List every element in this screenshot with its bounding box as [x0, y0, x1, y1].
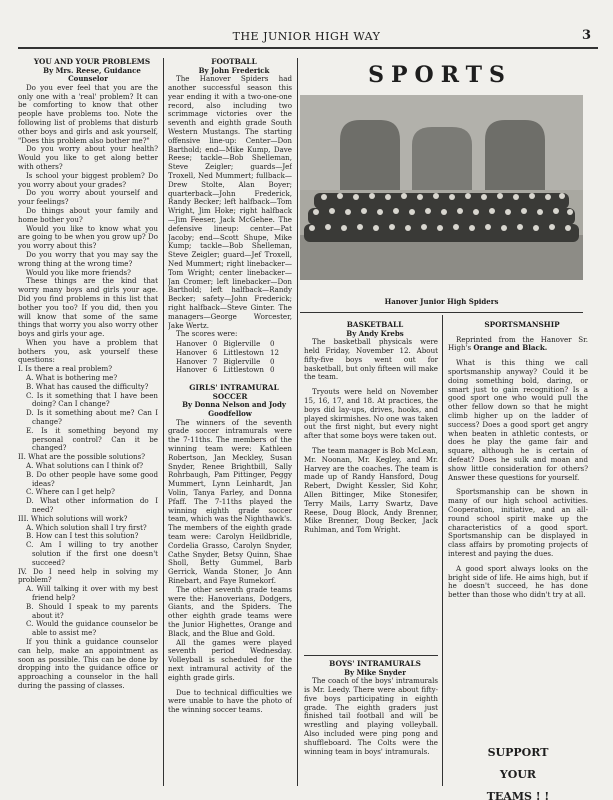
sportsmanship-reprint: Reprinted from the Hanover Sr. High's Orange and Black. — [448, 334, 588, 353]
sportsmanship-paragraph: What is this thing we call sportsmanship anyway? Could it be doing something bold, daring, or smart just to gain recognition? Is a good sport one who would pull the other fellow down so that he might climb higher up on the ladder of success? Does a good sport get angry when beaten in athletic contests, or does he play the game fair and square, although he is certain of defeat? Does he sulk and moan and show little consideration for others? Answer these questions for yourself. — [448, 358, 588, 482]
sportsmanship-paragraph: A good sport always looks on the bright side of life. He aims high, but if he doesn't succeed, he has done better than those who didn't try at all. — [448, 563, 588, 600]
basketball-title: BASKETBALL — [346, 321, 404, 329]
intramurals-byline: By Mike Snyder — [344, 667, 406, 677]
column-divider-2 — [297, 58, 298, 786]
soccer-paragraph: The winners of the seventh grade soccer intramurals were the 7-11ths. The members of the winning team were: Kathleen Robertson, Jan Meckley, Susan Snyder, Renee Brightbill, Sally Rohrbaugh, Pam Pittinger, Peggy Mummert, Lynn Leinhardt, Jan Volin, Tanya Farley, and Donna Pfaff. The 7-11ths played the winning eighth grade soccer team, which was the Nighthawk's. The members of the eighth grade team were: Carolyn Heildbridle, Cordelia Grasso, Carolyn Snyder, Cathe Snyder, Betsy Quinn, Shae Sholl, Betty Gummel, Barb Gerrick, Wanda Stoner, Jo Ann Rinebart, and Faye Rumekorf. — [168, 417, 292, 585]
outline-item: II. What are the possible solutions? — [18, 452, 146, 462]
guidance-paragraph: These things are the kind that worry many boys and girls your age. Did you find problems in this list that bother you too? If you did, then you will know that some of the same things that worry you also worry other boys and girls your age. — [18, 276, 158, 339]
soccer-byline: By Donna Nelson and Jody Goodfellow — [182, 400, 286, 419]
outline-item: B. Do other people have some good ideas? — [26, 469, 158, 488]
page-number: 3 — [581, 28, 591, 43]
outline-item: A. What is bothering me? — [26, 373, 118, 383]
publication-title: THE JUNIOR HIGH WAY — [232, 30, 381, 43]
guidance-paragraph: Would you like to know what you are going to be when you grow up? Do you worry about this? — [18, 223, 158, 251]
outline-item: C. Am I willing to try another solution if the first one doesn't succeed? — [26, 540, 158, 567]
soccer-title: GIRLS' INTRAMURAL SOCCER — [189, 383, 279, 401]
outline-item: C. Where can I get help? — [26, 487, 115, 497]
basketball-paragraph: The basketball physicals were held Friday, November 12. About fifty-five boys went out for basketball, but only fifteen will make the team. — [304, 337, 438, 382]
score-row: Hanover 6 Littlestown 12 — [176, 347, 279, 357]
header-rule — [18, 47, 598, 49]
guidance-article — [18, 58, 158, 788]
column-divider-1 — [163, 58, 164, 786]
football-byline: By John Frederick — [198, 65, 270, 75]
outline-item: A. Will talking it over with my best friend help? — [26, 584, 158, 602]
sports-section-rule — [300, 312, 583, 313]
guidance-paragraph: When you have a problem that bothers you, ask yourself these questions: — [18, 337, 158, 365]
intramurals-article — [304, 660, 438, 788]
outline-item: B. What has caused the difficulty? — [26, 381, 149, 391]
outline-item: B. How can I test this solution? — [26, 531, 139, 541]
guidance-paragraph: Do you ever feel that you are the only one with a 'real' problem? It can be comforting to know that other people have problems too. Note the following list of problems that disturb other boys and girls and ask yourself, "Does this problem also bother me?" — [18, 82, 158, 145]
outline-item: E. Is it something beyond my personal control? Can it be changed? — [26, 425, 158, 453]
guidance-paragraph: Do you worry about yourself and your feelings? — [18, 188, 158, 207]
outline-item: C. Is it something that I have been doing? Can I change? — [26, 390, 158, 409]
football-article — [168, 58, 292, 788]
outline-item: IV. Do I need help in solving my problem? — [18, 566, 158, 585]
column-divider-3 — [442, 315, 443, 786]
guidance-title: YOU AND YOUR PROBLEMS — [33, 58, 151, 66]
support-line: TEAMS ! ! — [486, 790, 550, 800]
guidance-paragraph: Would you like more friends? — [26, 267, 131, 277]
sportsmanship-paragraph: Sportsmanship can be shown in many of our high school activities. Cooperation, initiative, and an all-round school spirit make up the characteristics of a good sport. Sportsmanship can be displayed in class affairs by promoting projects of interest and paying the dues. — [448, 487, 588, 558]
guidance-paragraph: Do you worry about your health? Would you like to get along better with others? — [18, 144, 158, 171]
page-header — [0, 30, 613, 46]
guidance-paragraph: Do things about your family and home bother you? — [18, 205, 158, 224]
outline-item: I. Is there a real problem? — [18, 364, 113, 374]
football-title: FOOTBALL — [211, 58, 257, 66]
outline-item: D. Is it something about me? Can I change? — [26, 408, 158, 427]
basketball-paragraph: Tryouts were held on November 15, 16, 17, and 18. At practices, the boys did lay-ups, drives, hooks, and played skirmishes. No one was taken out the first night, but every night after that some boys were taken out. — [304, 387, 438, 441]
score-row: Hanover 7 Biglerville 0 — [176, 356, 275, 366]
outline-item: III. Which solutions will work? — [18, 513, 128, 523]
outline-item: A. What solutions can I think of? — [26, 461, 144, 471]
sports-banner: SPORTS — [368, 62, 512, 88]
outline-item: A. Which solution shall I try first? — [26, 522, 147, 532]
support-your-teams — [448, 742, 588, 800]
guidance-byline: By Mrs. Reese, Guidance Counselor — [43, 65, 141, 84]
scores-table — [176, 340, 285, 375]
soccer-paragraph: All the games were played seventh period Wednesday. Volleyball is scheduled for the next intramural activity of the eighth grade girls. — [168, 637, 292, 682]
basketball-rule — [304, 655, 438, 656]
sportsmanship-article — [448, 321, 588, 741]
photo-caption: Hanover Junior High Spiders — [384, 297, 499, 306]
score-row: Hanover 0 Biglerville 0 — [176, 339, 275, 349]
intramurals-text: The coach of the boys' intramurals is Mr. Leedy. There were about fifty-five boys participating in eighth grade. The eighth graders just finished tail football and will be wrestling and playing volleyball. Also included were ping pong and shuffleboard. The Colts were the winning team in boys' intramurals. — [304, 676, 438, 756]
basketball-article — [304, 321, 438, 651]
team-photo-image — [300, 95, 583, 280]
sportsmanship-title: SPORTSMANSHIP — [484, 321, 560, 329]
outline-item: C. Would the guidance counselor be able to assist me? — [26, 619, 158, 638]
support-line: SUPPORT — [487, 746, 549, 759]
guidance-paragraph: Is school your biggest problem? Do you worry about your grades? — [18, 170, 158, 189]
support-line: YOUR — [499, 768, 537, 781]
basketball-byline: By Andy Krebs — [346, 328, 404, 338]
soccer-paragraph: Due to technical difficulties we were unable to have the photo of the winning soccer teams. — [168, 687, 292, 715]
soccer-paragraph: The other seventh grade teams were the: Hanoverians, Dodgers, Giants, and the Spiders. The other eighth grade teams were the Junior Highettes, Orange and Black, and the Blue and Gold. — [168, 584, 292, 638]
outline-item: B. Should I speak to my parents about it? — [26, 601, 158, 620]
intramurals-title: BOYS' INTRAMURALS — [329, 660, 421, 668]
guidance-closing: If you think a guidance counselor can help, make an appointment as soon as possible. This can be done by dropping into the guidance office or approaching a counselor in the hall during the passing of classes. — [18, 636, 158, 690]
score-row: Hanover 6 Littlestown 0 — [176, 365, 275, 375]
scores-intro: The scores were: — [176, 329, 238, 339]
football-text: The Hanover Spiders had another successful season this year ending it with a two-one-one record, also including two scrimmage victories over the seventh and eighth grade South Western Mustangs. The starting offensive line-up: Center—Don Barthold; end—Mike Kump, Dave Reese; tackle—Bob Shelleman, Steve Zeigler; guards—Jef Troxell, Ned Mummert; fullback—Drew Stolte, Alan Boyer; quarterback—John Frederick, Randy Becker; left halfback—Tom Wright, Jim Hoke; right halfback—Jim Feeser, Jack McGehee. The defensive lineup: center—Pat Jacoby; end—Scott Shupe, Mike Kump; tackle—Bob Shelleman, Steve Zeigler; guard—Jef Troxell, Ned Mummert; right linebacker—Tom Wright; center linebacker—Jan Cromer; left linebacker—Don Barthold; left halfback—Randy Becker; safety—John Frederick; right halfback—Steve Ginter. The managers—George Worcester, Jake Wertz. — [168, 74, 292, 330]
outline-item: D. What other information do I need? — [26, 496, 158, 515]
guidance-paragraph: Do you worry that you may say the wrong thing at the wrong time? — [18, 249, 158, 268]
team-photo — [300, 95, 583, 280]
basketball-paragraph: The team manager is Bob McLean, Mr. Noonan, Mr. Kegley, and Mr. Harvey are the coaches. The team is made up of Randy Hansford, Doug Rebert, Dwight Kessler, Sid Kohr, Allen Bittinger, Mike Stonesifer, Terry Mails, Larry Swartz, Dave Reese, Doug Block, Andy Brenner, Mike Brenner, Doug Becker, Jack Ruhlman, and Tom Wright. — [304, 445, 438, 535]
